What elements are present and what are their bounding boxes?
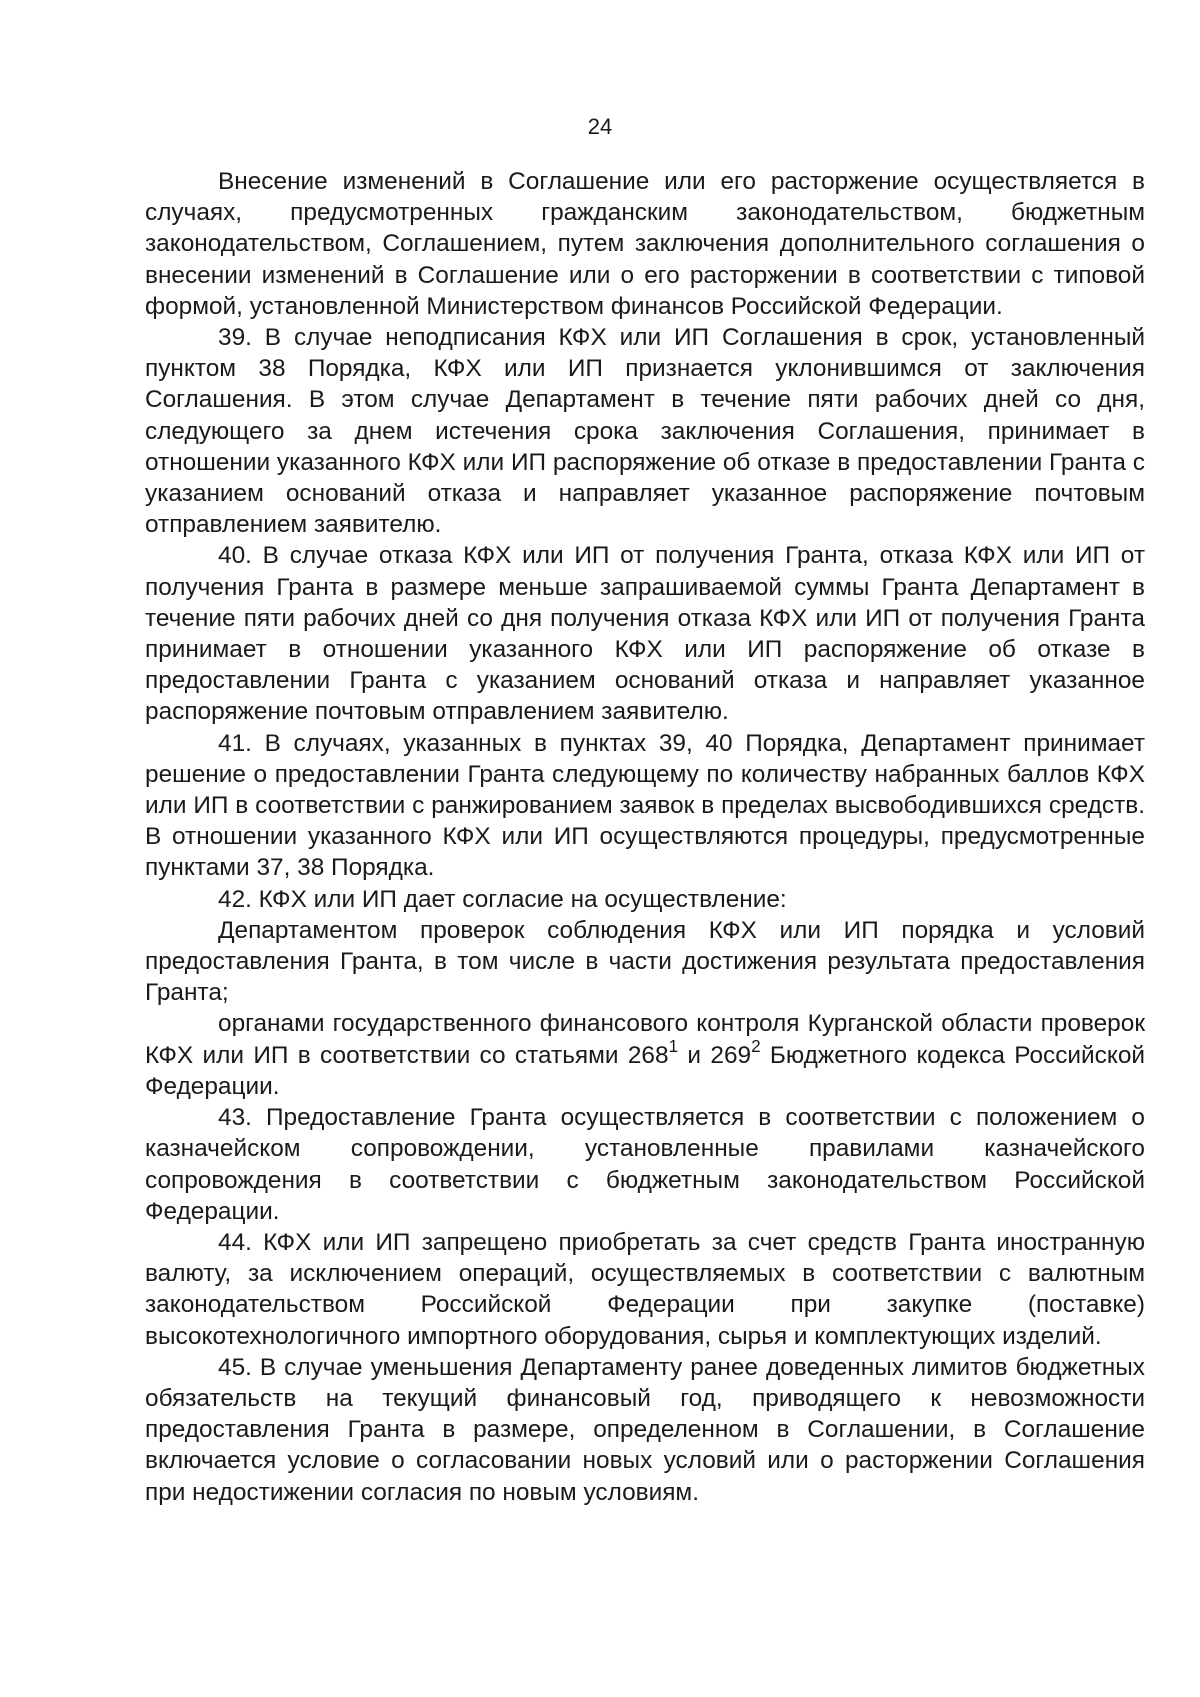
paragraph-40: 40. В случае отказа КФХ или ИП от получения Гранта, отказа КФХ или ИП от получения Гранта в размере меньше запрашиваемой суммы Гранта Департамент в течение пяти рабочих дней со дня получения отказа КФХ или ИП от получения Гранта принимает в отношении указанного КФХ или ИП распоряжение об отказе в предоставлении Гранта с указанием оснований отказа и направляет указанное распоряжение почтовым отправлением заявителю. bbox=[145, 542, 1145, 726]
paragraph-42: 42. КФХ или ИП дает согласие на осуществление: bbox=[218, 885, 787, 913]
document-body bbox=[145, 166, 1145, 1508]
paragraph-45: 45. В случае уменьшения Департаменту ранее доведенных лимитов бюджетных обязательств на текущий финансовый год, приводящего к невозможности предоставления Гранта в размере, определенном в Соглашении, в Соглашение включается условие о согласовании новых условий или о расторжении Соглашения при недостижении согласия по новым условиям. bbox=[145, 1353, 1145, 1506]
paragraph-43: 43. Предоставление Гранта осуществляется в соответствии с положением о казначейском сопровождении, установленные правилами казначейского сопровождения в соответствии с бюджетным законодательством Российской Федерации. bbox=[145, 1104, 1145, 1225]
superscript-1: 1 bbox=[668, 1036, 679, 1056]
paragraph-amendment: Внесение изменений в Соглашение или его расторжение осуществляется в случаях, предусмотренных гражданским законодательством, бюджетным законодательством, Соглашением, путем заключения дополнительного соглашения о внесении изменений в Соглашение или о его расторжении в соответствии с типовой формой, установленной Министерством финансов Российской Федерации. bbox=[145, 168, 1145, 320]
state-control-text-part-2: и 269 bbox=[678, 1041, 752, 1069]
paragraph-44: 44. КФХ или ИП запрещено приобретать за счет средств Гранта иностранную валюту, за исключением операций, осуществляемых в соответствии с валютным законодательством Российской Федерации при закупке (поставке) высокотехнологичного импортного оборудования, сырья и комплектующих изделий. bbox=[145, 1228, 1145, 1350]
state-control-text-part-3: Бюджетного кодекса Российской Федерации. bbox=[145, 1041, 1146, 1100]
paragraph-41: 41. В случаях, указанных в пунктах 39, 40 Порядка, Департамент принимает решение о предоставлении Гранта следующему по количеству набранных баллов КФХ или ИП в соответствии с ранжированием заявок в пределах высвободившихся средств. В отношении указанного КФХ или ИП осуществляются процедуры, предусмотренные пунктами 37, 38 Порядка. bbox=[145, 729, 1145, 882]
superscript-2: 2 bbox=[751, 1036, 761, 1056]
paragraph-42-department-checks: Департаментом проверок соблюдения КФХ или ИП порядка и условий предоставления Гранта, в том числе в части достижения результата предоставления Гранта; bbox=[145, 916, 1145, 1007]
paragraph-39: 39. В случае неподписания КФХ или ИП Соглашения в срок, установленный пунктом 38 Порядка, КФХ или ИП признается уклонившимся от заключения Соглашения. В этом случае Департамент в течение пяти рабочих дней со дня, следующего за днем истечения срока заключения Соглашения, принимает в отношении указанного КФХ или ИП распоряжение об отказе в предоставлении Гранта с указанием оснований отказа и направляет указанное распоряжение почтовым отправлением заявителю. bbox=[145, 324, 1145, 539]
paragraph-42-state-control bbox=[145, 1008, 1145, 1102]
page-number: 24 bbox=[587, 114, 613, 139]
state-control-text-part-1: органами государственного финансового контроля Курганской области проверок КФХ или ИП в соответствии со статьями 268 bbox=[145, 1010, 1145, 1069]
